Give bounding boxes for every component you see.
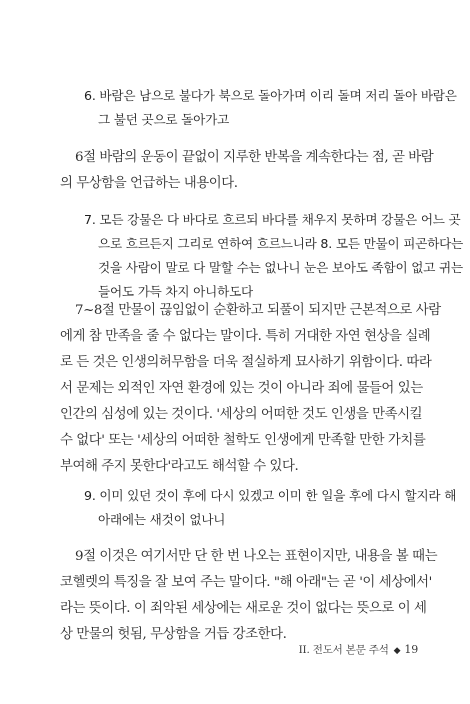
verse-line: 아래에는 새것이 없나니: [98, 512, 226, 527]
commentary-line: 의 무상함을 언급하는 내용이다.: [60, 176, 238, 191]
commentary-9: [60, 544, 438, 648]
verse-6: [84, 84, 457, 132]
commentary-line: 9절 이것은 여기서만 단 한 번 나오는 표현이지만, 내용을 볼 때는: [75, 549, 438, 564]
commentary-line: 7~8절 만물이 끊임없이 순환하고 되풀이 되지만 근본적으로 사람: [75, 303, 441, 318]
verse-line: 것을 사람이 말로 다 말할 수는 없나니 눈은 보아도 족함이 없고 귀는: [98, 260, 463, 275]
verse-line: 6. 바람은 남으로 불다가 북으로 돌아가며 이리 돌며 저리 돌아 바람은: [84, 88, 457, 103]
verse-line: 으로 흐르든지 그리로 연하여 흐르느니라 8. 모든 만물이 피곤하다는: [98, 236, 464, 251]
running-footer: [299, 642, 418, 657]
commentary-6: [60, 145, 434, 197]
verse-line: 들어도 가득 차지 아니하도다: [98, 284, 253, 299]
footer-section-title: II. 전도서 본문 주석: [298, 644, 389, 656]
verse-line: 그 불던 곳으로 돌아가고: [98, 112, 230, 127]
verse-line: 9. 이미 있던 것이 후에 다시 있겠고 이미 한 일을 후에 다시 할지라 해: [84, 488, 457, 503]
verse-7-8: [84, 208, 464, 304]
commentary-line: 상 만물의 헛됨, 무상함을 거듭 강조한다.: [60, 627, 287, 642]
verse-line: 7. 모든 강물은 다 바다로 흐르되 바다를 채우지 못하며 강물은 어느 곳: [84, 212, 461, 227]
diamond-separator-icon: ◆: [393, 646, 401, 656]
commentary-7-8: [60, 298, 441, 480]
page-number: 19: [404, 643, 418, 656]
commentary-line: 에게 참 만족을 줄 수 없다는 말이다. 특히 거대한 자연 현상을 실례: [60, 329, 431, 344]
commentary-line: 라는 뜻이다. 이 죄악된 세상에는 새로운 것이 없다는 뜻으로 이 세: [60, 601, 427, 616]
commentary-line: 부여해 주지 못한다'라고도 해석할 수 있다.: [60, 459, 299, 474]
commentary-line: 인간의 심성에 있는 것이다. '세상의 어떠한 것도 인생을 만족시킬: [60, 407, 423, 422]
verse-9: [84, 484, 457, 532]
commentary-line: 수 없다' 또는 '세상의 어떠한 철학도 인생에게 만족할 만한 가치를: [60, 433, 426, 448]
commentary-line: 6절 바람의 운동이 끝없이 지루한 반복을 계속한다는 점, 곧 바람: [75, 150, 434, 165]
commentary-line: 코헬렛의 특징을 잘 보여 주는 말이다. "해 아래"는 곧 '이 세상에서': [60, 575, 432, 590]
commentary-line: 로 든 것은 인생의허무함을 더욱 절실하게 묘사하기 위함이다. 따라: [60, 355, 432, 370]
commentary-line: 서 문제는 외적인 자연 환경에 있는 것이 아니라 죄에 물들어 있는: [60, 381, 423, 396]
